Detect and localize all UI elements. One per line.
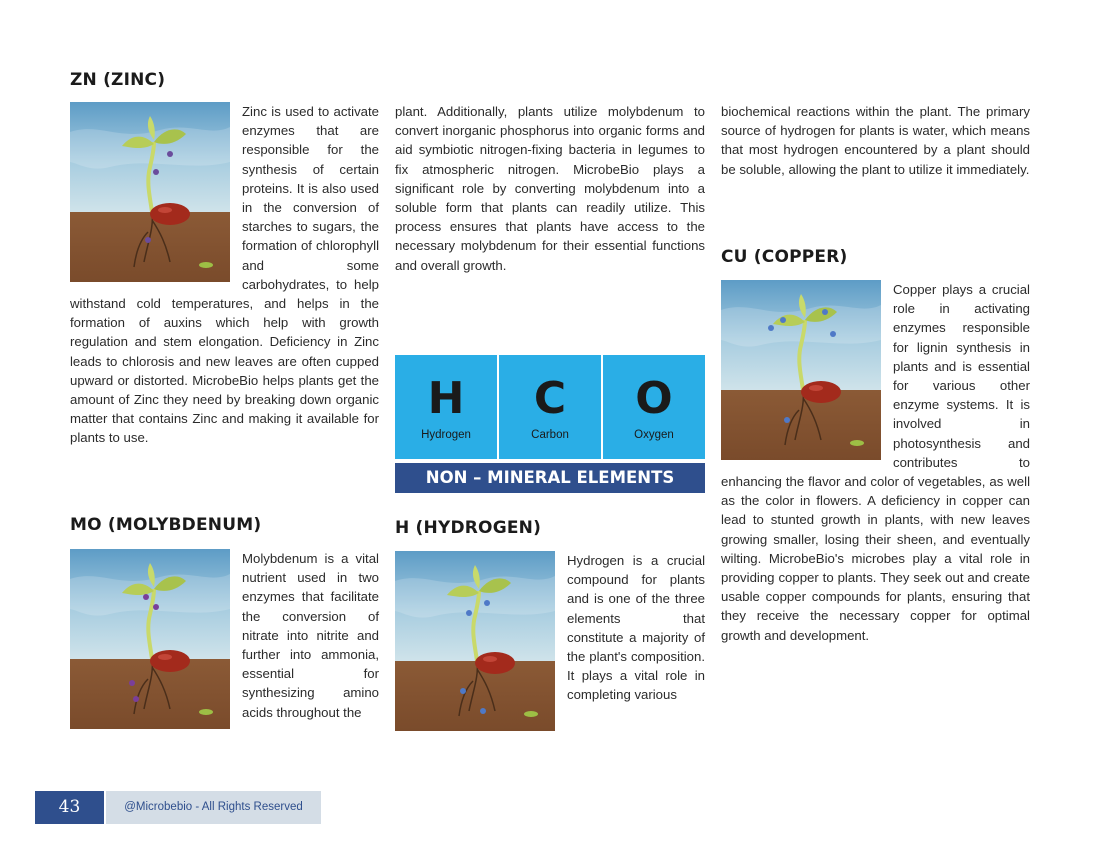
element-name: Hydrogen <box>421 429 471 441</box>
zinc-heading: ZN (ZINC) <box>70 70 166 90</box>
molybdenum-seedling-image <box>70 549 230 729</box>
zinc-column <box>70 102 379 448</box>
element-name: Carbon <box>531 429 569 441</box>
non-mineral-panel <box>395 355 705 459</box>
molybdenum-body: Molybdenum is a vital nutrient used in two enzymes that facilitate the conversion of nitrate into nitrite and further into ammonia, essential for synthesizing amino acids throughout the <box>242 551 379 720</box>
hydrogen-column <box>395 551 705 735</box>
copper-body: Copper plays a crucial role in activating enzymes responsible for lignin synthesis in plants and is essential for various other enzyme systems. It is involved in photosynthesis and contributes to enhancing the flavor and color of vegetables, as well as the color in flowers. A deficiency in copper can lead to stunted growth in plants, with new leaves growing smaller, losing their sheen, and eventually wilting. MicrobeBio's microbes play a vital role in providing copper to plants. They seek out and create usable copper compounds for plants, ensuring that they receive the necessary copper for optimal growth and development. <box>721 282 1030 643</box>
copper-heading: CU (COPPER) <box>721 247 848 267</box>
molybdenum-heading: MO (MOLYBDENUM) <box>70 515 262 535</box>
hydrogen-continued <box>721 102 1030 179</box>
molybdenum-continued <box>395 102 705 275</box>
element-oxygen <box>603 355 705 459</box>
element-symbol: C <box>533 373 567 424</box>
element-carbon <box>499 355 603 459</box>
copyright-notice: @Microbebio - All Rights Reserved <box>106 791 321 824</box>
hydrogen-body: Hydrogen is a crucial compound for plants and is one of the three elements that constitute a majority of the plant's composition. It plays a vital role in completing various <box>567 553 705 703</box>
hydrogen-continued-text: biochemical reactions within the plant. The primary source of hydrogen for plants is water, which means that most hydrogen encountered by a plant should be soluble, allowing the plant to utilize it immediately. <box>721 104 1030 177</box>
element-symbol: O <box>635 373 673 424</box>
element-symbol: H <box>427 373 465 424</box>
non-mineral-banner: NON – MINERAL ELEMENTS <box>395 463 705 493</box>
copper-seedling-image <box>721 280 881 460</box>
page-number: 43 <box>35 791 104 824</box>
element-name: Oxygen <box>634 429 674 441</box>
molybdenum-continued-text: plant. Additionally, plants utilize molybdenum to convert inorganic phosphorus into organic forms and aid symbiotic nitrogen-fixing bacteria in legumes to fix atmospheric nitrogen. MicrobeBio plays a significant role by converting molybdenum into a soluble form that plants can readily utilize. This process ensures that plants have access to the necessary molybdenum for their essential functions and overall growth. <box>395 104 705 273</box>
zinc-body: Zinc is used to activate enzymes that are responsible for the synthesis of certain proteins. It is also used in the conversion of starches to sugars, the formation of chlorophyll and some carbohydrates, to help withstand cold temperatures, and helps in the formation of auxins which help with growth regulation and stem elongation. Deficiency in Zinc leads to chlorosis and new leaves are often cupped upward or distorted. MicrobeBio helps plants get the amount of Zinc they need by breaking down organic matter that contains Zinc and making it available for plants to use. <box>70 104 379 446</box>
molybdenum-column <box>70 549 379 733</box>
copper-column <box>721 280 1030 645</box>
hydrogen-heading: H (HYDROGEN) <box>395 518 542 538</box>
element-hydrogen <box>395 355 499 459</box>
hydrogen-seedling-image <box>395 551 555 731</box>
zinc-seedling-image <box>70 102 230 282</box>
